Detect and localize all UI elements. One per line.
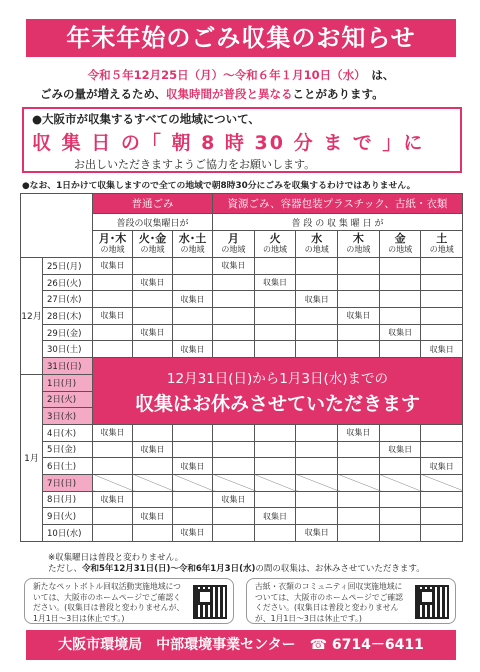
collection-mark: 収集日 xyxy=(93,491,133,508)
empty-cell xyxy=(379,525,421,542)
info-pet-bottle: 新たなペットボトル回収活動実施地域については、大阪市のホームページでご確認ください。(収集日は普段と変わりませんが、1月1日～3日は休止です。) xyxy=(24,578,234,624)
empty-cell xyxy=(173,424,213,441)
table-row xyxy=(21,441,463,458)
empty-cell xyxy=(379,491,421,508)
collection-mark: 収集日 xyxy=(173,458,213,475)
empty-cell xyxy=(254,308,296,325)
empty-cell xyxy=(338,274,380,291)
empty-cell xyxy=(421,525,463,542)
empty-cell xyxy=(93,474,133,491)
empty-cell xyxy=(213,308,255,325)
empty-cell xyxy=(254,341,296,358)
empty-cell xyxy=(93,291,133,308)
empty-cell xyxy=(379,458,421,475)
empty-cell xyxy=(421,491,463,508)
empty-cell xyxy=(254,291,296,308)
empty-cell xyxy=(421,258,463,275)
table-row xyxy=(21,358,463,375)
empty-cell xyxy=(213,508,255,525)
empty-cell xyxy=(296,474,338,491)
collection-mark: 収集日 xyxy=(296,525,338,542)
day-cell: 26日(火) xyxy=(43,274,93,291)
header-recycle: 資源ごみ、容器包装プラスチック、古紙・衣類 xyxy=(213,194,463,214)
day-cell: 28日(木) xyxy=(43,308,93,325)
day-cell: 27日(水) xyxy=(43,291,93,308)
empty-cell xyxy=(173,258,213,275)
empty-cell xyxy=(338,441,380,458)
empty-cell xyxy=(338,458,380,475)
empty-cell xyxy=(93,508,133,525)
day-cell: 5日(金) xyxy=(43,441,93,458)
area-recycle-5: 土 の地域 xyxy=(421,231,463,258)
empty-cell xyxy=(296,458,338,475)
empty-cell xyxy=(254,441,296,458)
day-cell: 7日(日) xyxy=(43,474,93,491)
empty-cell xyxy=(93,274,133,291)
table-row xyxy=(21,491,463,508)
area-regular-0: 月･木 の地域 xyxy=(93,231,133,258)
day-cell: 31日(日) xyxy=(43,358,93,375)
empty-cell xyxy=(173,491,213,508)
area-recycle-3: 木 の地域 xyxy=(338,231,380,258)
collection-mark: 収集日 xyxy=(93,258,133,275)
empty-cell xyxy=(133,258,173,275)
collection-mark: 収集日 xyxy=(133,508,173,525)
qr-code-icon[interactable] xyxy=(193,585,227,619)
day-cell: 8日(月) xyxy=(43,491,93,508)
empty-cell xyxy=(213,525,255,542)
empty-cell xyxy=(133,491,173,508)
empty-cell xyxy=(213,424,255,441)
area-recycle-1: 火 の地域 xyxy=(254,231,296,258)
empty-cell xyxy=(421,424,463,441)
intro-text: 令和５年12月25日（月）～令和６年１月10日（水） は、 ごみの量が増えるため、収集時間が普段と異なることがあります。 xyxy=(40,68,395,101)
collection-mark: 収集日 xyxy=(296,291,338,308)
collection-mark: 収集日 xyxy=(93,308,133,325)
empty-cell xyxy=(338,291,380,308)
empty-cell xyxy=(296,341,338,358)
empty-cell xyxy=(173,474,213,491)
day-cell: 2日(火) xyxy=(43,391,93,408)
collection-mark: 収集日 xyxy=(379,441,421,458)
empty-cell xyxy=(421,324,463,341)
empty-cell xyxy=(213,341,255,358)
collection-mark: 収集日 xyxy=(421,341,463,358)
empty-cell xyxy=(254,525,296,542)
day-cell: 6日(土) xyxy=(43,458,93,475)
period-dates: 令和５年12月25日（月）～令和６年１月10日（水） xyxy=(87,68,360,82)
empty-cell xyxy=(93,458,133,475)
empty-cell xyxy=(93,324,133,341)
deadline-text: 収 集 日 の「 朝 8 時 30 分 ま で 」に xyxy=(32,132,425,154)
area-regular-2: 水･土 の地域 xyxy=(173,231,213,258)
empty-cell xyxy=(254,424,296,441)
day-cell: 10日(水) xyxy=(43,525,93,542)
empty-cell xyxy=(338,258,380,275)
empty-cell xyxy=(173,324,213,341)
empty-cell xyxy=(213,441,255,458)
note-top: ●なお、1日かけて収集しますので全ての地域で朝8時30分にごみを収集するわけではありません。 xyxy=(22,181,416,191)
schedule-table: 普通ごみ 資源ごみ、容器包装プラスチック、古紙・衣類 普段の収集曜日が 普 段 の 収 集 曜 日 が 月･木 の地域 火･金 の地域 水･土 の地域 月 の地域 火 の地域 水 の地域 木 の地域 金 の地域 土 の地域 12月 25日(月) 収集日 収集日 26日(火) 収集日 収集日 27日(水) 収集日 収集日 28日(木) 収集日 収集日 29日(金) 収集日 収集日 30日(土) 収集日 収集日 31日(日) 12月31日(日)から1月3日(水)までの 収集はお休みさせていただきます 1月 1日(月) 2日(火) 3日(水) 4日(木) 収集日 収集日 5日(金) 収集日 収集日 6日(土) 収集日 収集日 7日(日) 8日(月) 収集日 収集日 9日(火) 収集日 収集日 10日(水) 収集日 収集日 xyxy=(20,193,463,542)
collection-mark: 収集日 xyxy=(173,525,213,542)
collection-mark: 収集日 xyxy=(421,458,463,475)
empty-cell xyxy=(296,424,338,441)
table-row xyxy=(21,274,463,291)
empty-cell xyxy=(338,508,380,525)
empty-cell xyxy=(421,474,463,491)
collection-mark: 収集日 xyxy=(93,424,133,441)
header-regular: 普通ごみ xyxy=(93,194,213,214)
page-title: 年末年始のごみ収集のお知らせ xyxy=(26,19,456,57)
empty-cell xyxy=(173,441,213,458)
empty-cell xyxy=(338,491,380,508)
table-row xyxy=(21,324,463,341)
collection-mark: 収集日 xyxy=(379,324,421,341)
empty-cell xyxy=(254,324,296,341)
empty-cell xyxy=(421,291,463,308)
empty-cell xyxy=(338,324,380,341)
empty-cell xyxy=(421,508,463,525)
empty-cell xyxy=(379,258,421,275)
empty-cell xyxy=(173,274,213,291)
empty-cell xyxy=(213,291,255,308)
day-cell: 29日(金) xyxy=(43,324,93,341)
month-jan: 1月 xyxy=(21,374,43,541)
empty-cell xyxy=(173,308,213,325)
empty-cell xyxy=(296,324,338,341)
collection-mark: 収集日 xyxy=(213,258,255,275)
info-paper-clothes: 古紙・衣類のコミュニティ回収実施地域については、大阪市のホームページでご確認ください。(収集日は普段と変わりませんが、1月1日～3日は休止です。) xyxy=(246,578,456,624)
empty-cell xyxy=(296,274,338,291)
table-row xyxy=(21,525,463,542)
table-row xyxy=(21,341,463,358)
empty-cell xyxy=(379,291,421,308)
day-cell: 25日(月) xyxy=(43,258,93,275)
area-regular-1: 火･金 の地域 xyxy=(133,231,173,258)
empty-cell xyxy=(213,324,255,341)
empty-cell xyxy=(296,508,338,525)
empty-cell xyxy=(254,491,296,508)
empty-cell xyxy=(213,458,255,475)
footer-contact: 大阪市環境局 中部環境事業センター ☎ 6714－6411 xyxy=(26,630,456,660)
empty-cell xyxy=(93,525,133,542)
holiday-banner: 12月31日(日)から1月3日(水)までの 収集はお休みさせていただきます xyxy=(93,358,463,425)
empty-cell xyxy=(133,424,173,441)
empty-cell xyxy=(213,274,255,291)
empty-cell xyxy=(421,274,463,291)
empty-cell xyxy=(133,458,173,475)
empty-cell xyxy=(254,258,296,275)
empty-cell xyxy=(379,274,421,291)
day-cell: 30日(土) xyxy=(43,341,93,358)
empty-cell xyxy=(379,424,421,441)
note-bottom: ※収集曜日は普段と変わりません。 ただし、令和5年12月31日(日)～令和6年1月3日(水)の間の収集は、お休みさせていただきます。 xyxy=(48,553,425,574)
collection-mark: 収集日 xyxy=(254,274,296,291)
area-recycle-2: 水 の地域 xyxy=(296,231,338,258)
month-dec: 12月 xyxy=(21,258,43,375)
collection-mark: 収集日 xyxy=(338,308,380,325)
table-row xyxy=(21,424,463,441)
table-row xyxy=(21,474,463,491)
empty-cell xyxy=(296,441,338,458)
empty-cell xyxy=(133,291,173,308)
collection-mark: 収集日 xyxy=(338,424,380,441)
empty-cell xyxy=(296,258,338,275)
day-cell: 4日(木) xyxy=(43,424,93,441)
day-cell: 3日(水) xyxy=(43,408,93,425)
table-row xyxy=(21,508,463,525)
empty-cell xyxy=(338,474,380,491)
table-row xyxy=(21,308,463,325)
empty-cell xyxy=(379,474,421,491)
collection-mark: 収集日 xyxy=(254,508,296,525)
empty-cell xyxy=(254,458,296,475)
empty-cell xyxy=(133,474,173,491)
empty-cell xyxy=(296,308,338,325)
collection-mark: 収集日 xyxy=(133,274,173,291)
empty-cell xyxy=(338,525,380,542)
table-row xyxy=(21,258,463,275)
table-row xyxy=(21,291,463,308)
day-cell: 9日(火) xyxy=(43,508,93,525)
empty-cell xyxy=(213,474,255,491)
empty-cell xyxy=(421,308,463,325)
empty-cell xyxy=(421,441,463,458)
collection-mark: 収集日 xyxy=(173,291,213,308)
empty-cell xyxy=(296,491,338,508)
empty-cell xyxy=(133,341,173,358)
collection-mark: 収集日 xyxy=(173,341,213,358)
empty-cell xyxy=(93,341,133,358)
empty-cell xyxy=(93,441,133,458)
qr-code-icon[interactable] xyxy=(415,585,449,619)
day-cell: 1日(月) xyxy=(43,374,93,391)
empty-cell xyxy=(379,508,421,525)
empty-cell xyxy=(254,474,296,491)
empty-cell xyxy=(133,525,173,542)
empty-cell xyxy=(338,341,380,358)
empty-cell xyxy=(379,308,421,325)
empty-cell xyxy=(379,341,421,358)
area-recycle-4: 金 の地域 xyxy=(379,231,421,258)
notice-box: ●大阪市が収集するすべての地域について、 収 集 日 の「 朝 8 時 30 分 ま で 」に お出しいただきますようご協力をお願いします。 xyxy=(22,107,462,173)
empty-cell xyxy=(133,308,173,325)
table-row xyxy=(21,458,463,475)
collection-mark: 収集日 xyxy=(213,491,255,508)
collection-mark: 収集日 xyxy=(133,441,173,458)
area-recycle-0: 月 の地域 xyxy=(213,231,255,258)
empty-cell xyxy=(173,508,213,525)
collection-mark: 収集日 xyxy=(133,324,173,341)
